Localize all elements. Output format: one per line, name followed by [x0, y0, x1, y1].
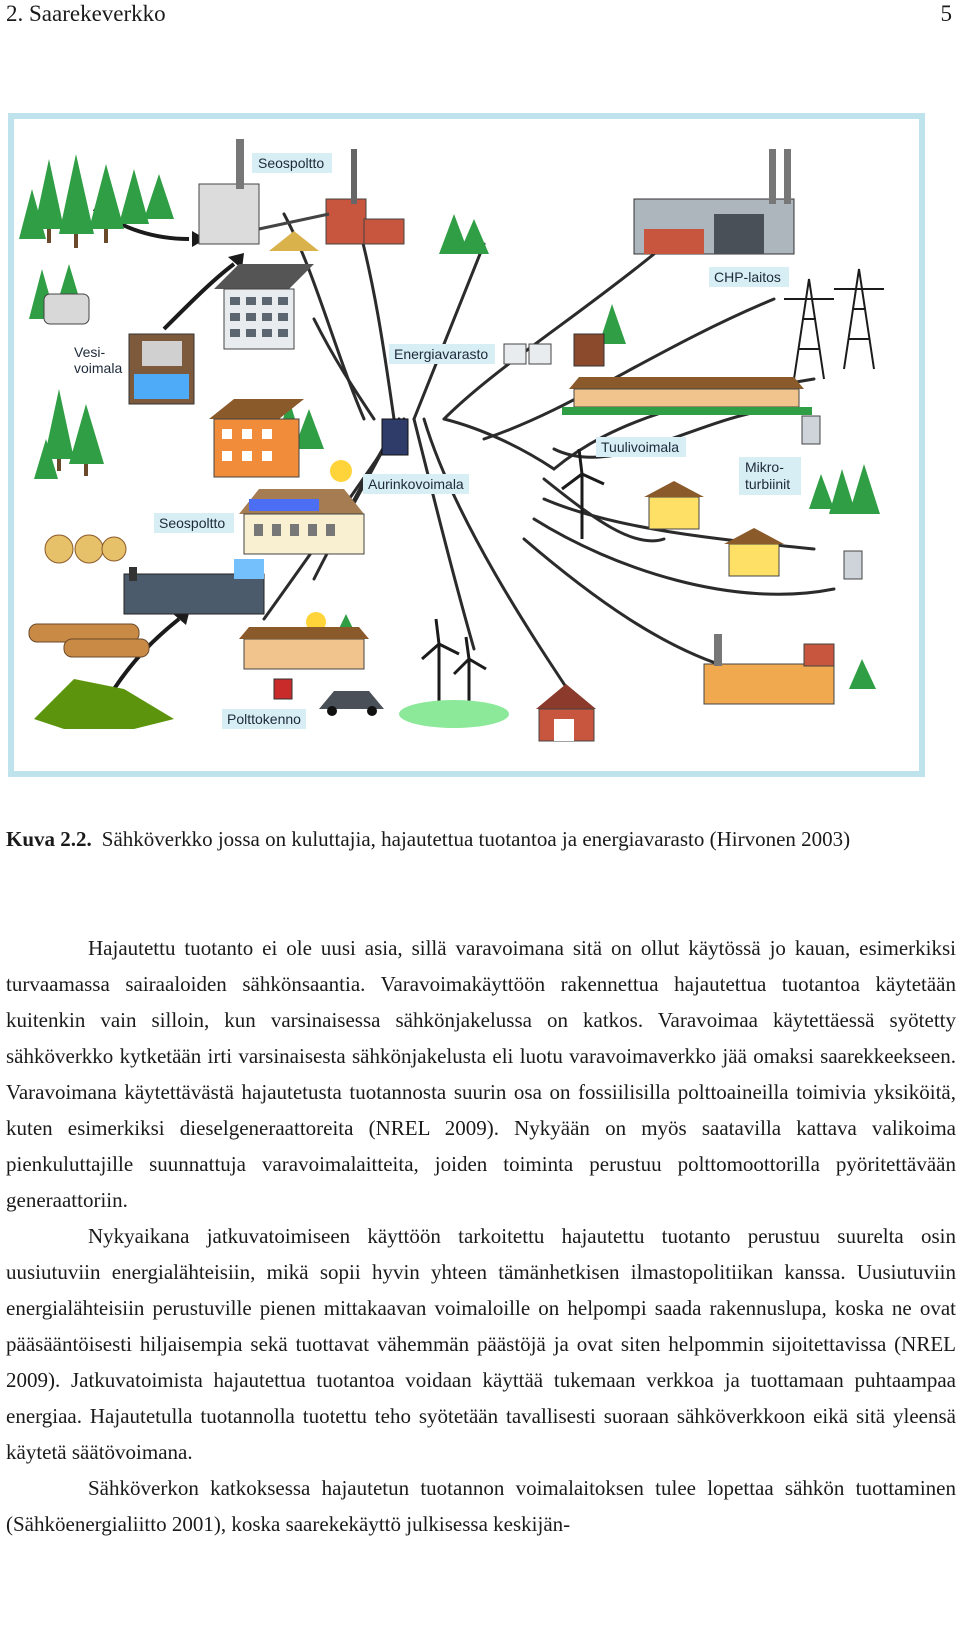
grass-hill [399, 700, 509, 728]
label-energiavarasto: Energiavarasto [394, 346, 489, 362]
caption-number: Kuva 2.2. [6, 827, 92, 851]
grid-illustration-svg [14, 119, 919, 771]
label-polttokenno: Polttokenno [227, 711, 301, 727]
yellow-villas [644, 481, 784, 576]
grid-line [414, 419, 474, 649]
microturbines [802, 416, 862, 579]
factory [704, 634, 834, 704]
grid-line [424, 419, 574, 699]
label-vesivoimala-1: Vesi- [74, 344, 106, 360]
arrows [94, 209, 234, 689]
power-pylons [784, 269, 884, 379]
figure-caption [6, 821, 956, 857]
solar-house [239, 489, 364, 554]
chp-plant [634, 149, 794, 254]
barn [536, 684, 596, 741]
biomass-plant [124, 559, 264, 614]
paragraph: Nykyaikana jatkuvatoimiseen käyttöön tarkoitettu hajautettu tuotanto perustuu suurelta osin uusiutuviin energialähteisiin, mikä sopii hyvin yhteen tämänhetkisen ilmastopolitiikan kanssa. Uusiutuviin energialähteisiin perustuville pienen mittakaavan voimaloille on helpompi saada rakennuslupa, koska ne ovat pääsääntöisesti hiljaisempia sekä tuottavat vähemmän päästöjä ja ovat siten helpommin sijoitettavissa (NREL 2009). Jatkuvatoimista hajautettua tuotantoa voidaan käyttää tukemaan verkkoa ja tuottamaan puhtaampaa energiaa. Hajautetulla tuotannolla tuotettu teho syötetään tavallisesti suoraan sähköverkkoon eikä sitä yleensä käytetä säätövoimana. [6, 1224, 956, 1464]
label-mikroturbiinit-1: Mikro- [745, 459, 784, 475]
grid-illustration [8, 113, 925, 777]
label-seospoltto-left: Seospoltto [159, 515, 226, 531]
grid-line [524, 539, 734, 669]
page-number: 5 [940, 1, 952, 26]
sun-icon [330, 460, 352, 482]
hydro-plant [44, 294, 194, 404]
caption-text: Sähköverkko jossa on kuluttajia, hajautettua tuotantoa ja energiavarasto (Hirvonen 2003) [101, 827, 851, 851]
logs [29, 535, 174, 729]
chapter-title: 2. Saarekeverkko [6, 1, 166, 26]
label-chp: CHP-laitos [714, 269, 781, 285]
label-vesivoimala-2: voimala [74, 360, 123, 376]
body-text [6, 930, 956, 1542]
page-header [6, 0, 952, 28]
label-aurinkovoimala: Aurinkovoimala [368, 476, 464, 492]
office-building [214, 264, 314, 349]
paragraph: Hajautettu tuotanto ei ole uusi asia, sillä varavoimana sitä on ollut käytössä jo kauan, esimerkiksi turvaamassa sairaaloiden sähkönsaantia. Varavoimakäyttöön rakennettua hajautettua tuotantoa käytetään kuitenkin vain silloin, kun varsinaisessa sähkönjakelussa on katkos. Varavoimaa käytettäessä syötetty sähköverkko kytketään irti varsinaisesta sähkönjakelusta eli luotu varavoimaverkko jää omaksi saarekkeekseen. Varavoimana käytettävästä hajautetusta tuotannosta suurin osa on fossiilisilla polttoaineilla toimivia yksiköitä, kuten esimerkiksi dieselgeneraattoreita (NREL 2009). Nykyään on myös saatavilla kattava valikoima pienkuluttajille suunnattuja varavoimalaitteita, joiden toiminta perustuu polttomoottorilla pyöritettävään generaattoriin. [6, 936, 956, 1212]
paragraph: Sähköverkon katkoksessa hajautetun tuotannon voimalaitoksen tulee lopettaa sähkön tuottaminen (Sähköenergialiitto 2001), koska saarekekäyttö julkisessa keskijän- [6, 1476, 956, 1536]
label-tuulivoimala: Tuulivoimala [601, 439, 680, 455]
label-seospoltto-top: Seospoltto [258, 155, 325, 171]
grid-line [444, 419, 554, 469]
label-mikroturbiinit-2: turbiinit [745, 476, 791, 492]
